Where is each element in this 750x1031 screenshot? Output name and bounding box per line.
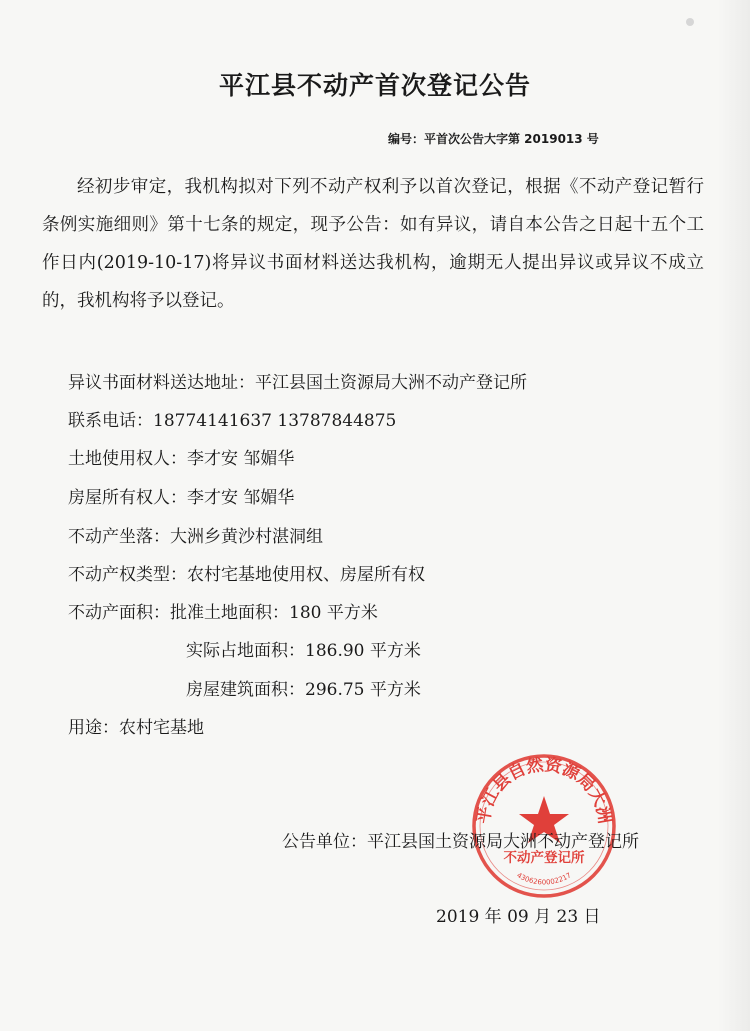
area-line-approved: 不动产面积：批准土地面积：180 平方米 [68, 603, 378, 623]
usage-line: 用途：农村宅基地 [68, 718, 204, 738]
location-line: 不动产坐落：大洲乡黄沙村湛洞组 [68, 527, 323, 547]
land-user-line: 土地使用权人：李才安 邹媚华 [68, 449, 295, 469]
seal-inner-text: 不动产登记所 [503, 850, 585, 866]
seal-graphic [470, 752, 618, 900]
seal-code: 4306260002217 [515, 871, 573, 887]
notice-date: 2019 年 09 月 23 日 [436, 907, 601, 927]
notice-body: 经初步审定，我机构拟对下列不动产权利予以首次登记，根据《不动产登记暂行条例实施细则》第十七条的规定，现予公告：如有异议，请自本公告之日起十五个工作日内(2019-10-17)将异议书面材料送达我机构，逾期无人提出异议或异议不成立的，我机构将予以登记。 [42, 177, 704, 311]
phone-line: 联系电话：18774141637 13787844875 [68, 411, 397, 431]
address-line: 异议书面材料送达地址：平江县国土资源局大洲不动产登记所 [68, 373, 527, 393]
document-number: 编号：平首次公告大字第 2019013 号 [388, 132, 599, 146]
area-line-actual: 实际占地面积：186.90 平方米 [186, 641, 421, 661]
scan-speck [686, 18, 694, 26]
scan-edge-shadow [718, 0, 750, 1031]
area-line-building: 房屋建筑面积：296.75 平方米 [186, 680, 421, 700]
house-owner-line: 房屋所有权人：李才安 邹媚华 [68, 488, 295, 508]
right-type-line: 不动产权类型：农村宅基地使用权、房屋所有权 [68, 565, 425, 585]
issuer-line: 公告单位：平江县国土资源局大洲不动产登记所 [282, 832, 639, 852]
official-seal [470, 752, 618, 900]
notice-title: 平江县不动产首次登记公告 [218, 71, 531, 100]
seal-outer-text: 平江县自然资源局大洲 [473, 755, 615, 826]
